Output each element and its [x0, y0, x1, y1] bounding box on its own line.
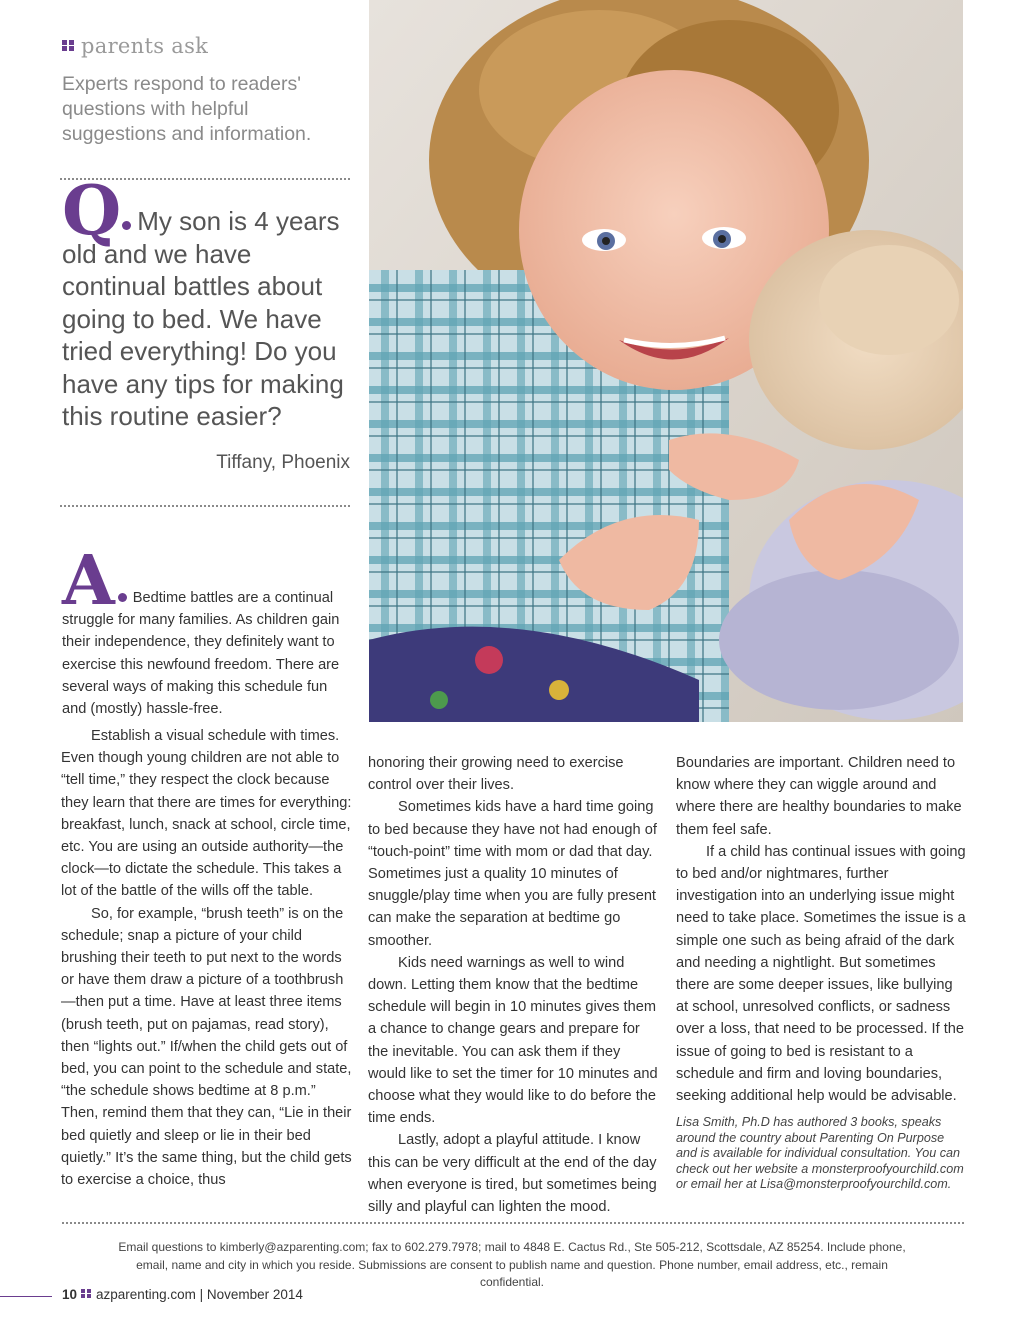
paragraph: If a child has continual issues with going to bed and/or nightmares, further investigation into an underlying issue might need to take place. Sometimes the issue is a simple one such as being afraid of the dark and needing a nightlight. But sometimes there are some deeper issues, like bullying at school, unresolved conflicts, or sadness over a loss, that need to be processed. If the issue of going to bed is resistant to a schedule and firm and loving boundaries, seeking additional help would be advisable.: [676, 843, 966, 1105]
paragraph: Boundaries are important. Children need to know where they can wiggle around and where there are healthy boundaries to make them feel safe.: [676, 755, 962, 838]
answer-column-3: [676, 752, 968, 1193]
answer-letter: A: [62, 541, 115, 621]
divider-bottom: [62, 1222, 964, 1224]
paragraph: Kids need warnings as well to wind down. Letting them know that the bedtime schedule will begin in 10 minutes gives them a chance to change gears and prepare for the inevitable. You can ask them if they would like to set the timer for 10 minutes and choose what they would like to do before the time ends.: [368, 954, 658, 1127]
question-text: My son is 4 years old and we have continual battles about going to bed. We have tried everything! Do you have any tips for making this routine easier?: [62, 206, 344, 431]
paragraph: Lastly, adopt a playful attitude. I know this can be very difficult at the end of the day when everyone is tired, but sometimes being silly and playful can lighten the mood.: [368, 1132, 657, 1216]
divider-question: [60, 505, 350, 507]
paragraph: Sometimes kids have a hard time going to bed because they have not had enough of “touch-point” time with mom or dad that day. Sometimes just a quality 10 minutes of snuggle/play time when you are fully present can make the separation at bedtime go smoother.: [368, 799, 657, 949]
answer-column-1: [61, 725, 353, 1191]
answer-lead: Bedtime battles are a continual struggle for many families. As children gain their independence, they definitely want to exercise this newfound freedom. There are several ways of making this schedule fun and (mostly) hassle-free.: [62, 590, 340, 718]
paragraph: honoring their growing need to exercise control over their lives.: [368, 755, 624, 794]
author-bio: Lisa Smith, Ph.D has authored 3 books, speaks around the country about Parenting On Purpose and is available for individual consultation. You can check out her website a monsterproofyourchild.com or email her at Lisa@monsterproofyourchild.com.: [676, 1115, 964, 1192]
paragraph: Establish a visual schedule with times. Even though young children are not able to “tell time,” they respect the clock because they learn that there are times for everything: breakfast, lunch, snack at school, circle time, etc. You are using an outside authority—the clock—to dictate the schedule. This takes a lot of the battle of the wills off the table.: [61, 728, 352, 900]
answer-column-2: [368, 752, 660, 1218]
footer-rule: [0, 1296, 52, 1297]
issue-date: November 2014: [206, 1287, 303, 1302]
paragraph: So, for example, “brush teeth” is on the schedule; snap a picture of your child brushing their teeth to put next to the words or have them draw a picture of a toothbrush—then put a time. Have at least three items (brush teeth, put on pajamas, read story), then “lights out.” If/when the child gets out of bed, you can point to the schedule and state, “the schedule shows bedtime at 8 p.m.” Then, remind them that they can, “Lie in their bed quietly and sleep or lie in their bed quietly.” It’s the same thing, but the child gets to exercise a choice, thus: [61, 905, 352, 1189]
answer-head: [62, 541, 352, 720]
intro-text: Experts respond to readers' questions with helpful suggestions and information.: [62, 73, 312, 145]
site-name: azparenting.com: [96, 1287, 196, 1302]
grid-dots-icon: [62, 40, 76, 52]
section-tag: [62, 34, 208, 58]
question-signature: Tiffany, Phoenix: [216, 452, 350, 473]
section-tag-label: parents ask: [81, 34, 209, 58]
answer-letter-dot: [118, 593, 127, 602]
page-footer: 10 azparenting.com | November 2014: [62, 1287, 303, 1302]
question-letter: Q: [62, 171, 120, 251]
submission-note: Email questions to kimberly@azparenting.com; fax to 602.279.7978; mail to 4848 E. Cactus Rd., Ste 505-212, Scottsdale, AZ 85254. Include phone, email, name and city in which you reside. Submissions are consent to publish name and question. Phone number, email address, etc., remain confidential.: [118, 1240, 906, 1289]
page-number: 10: [62, 1287, 78, 1302]
grid-dots-icon: [81, 1289, 92, 1299]
question-block: [62, 171, 354, 433]
question-letter-dot: [122, 221, 131, 230]
child-photo: [369, 0, 963, 722]
